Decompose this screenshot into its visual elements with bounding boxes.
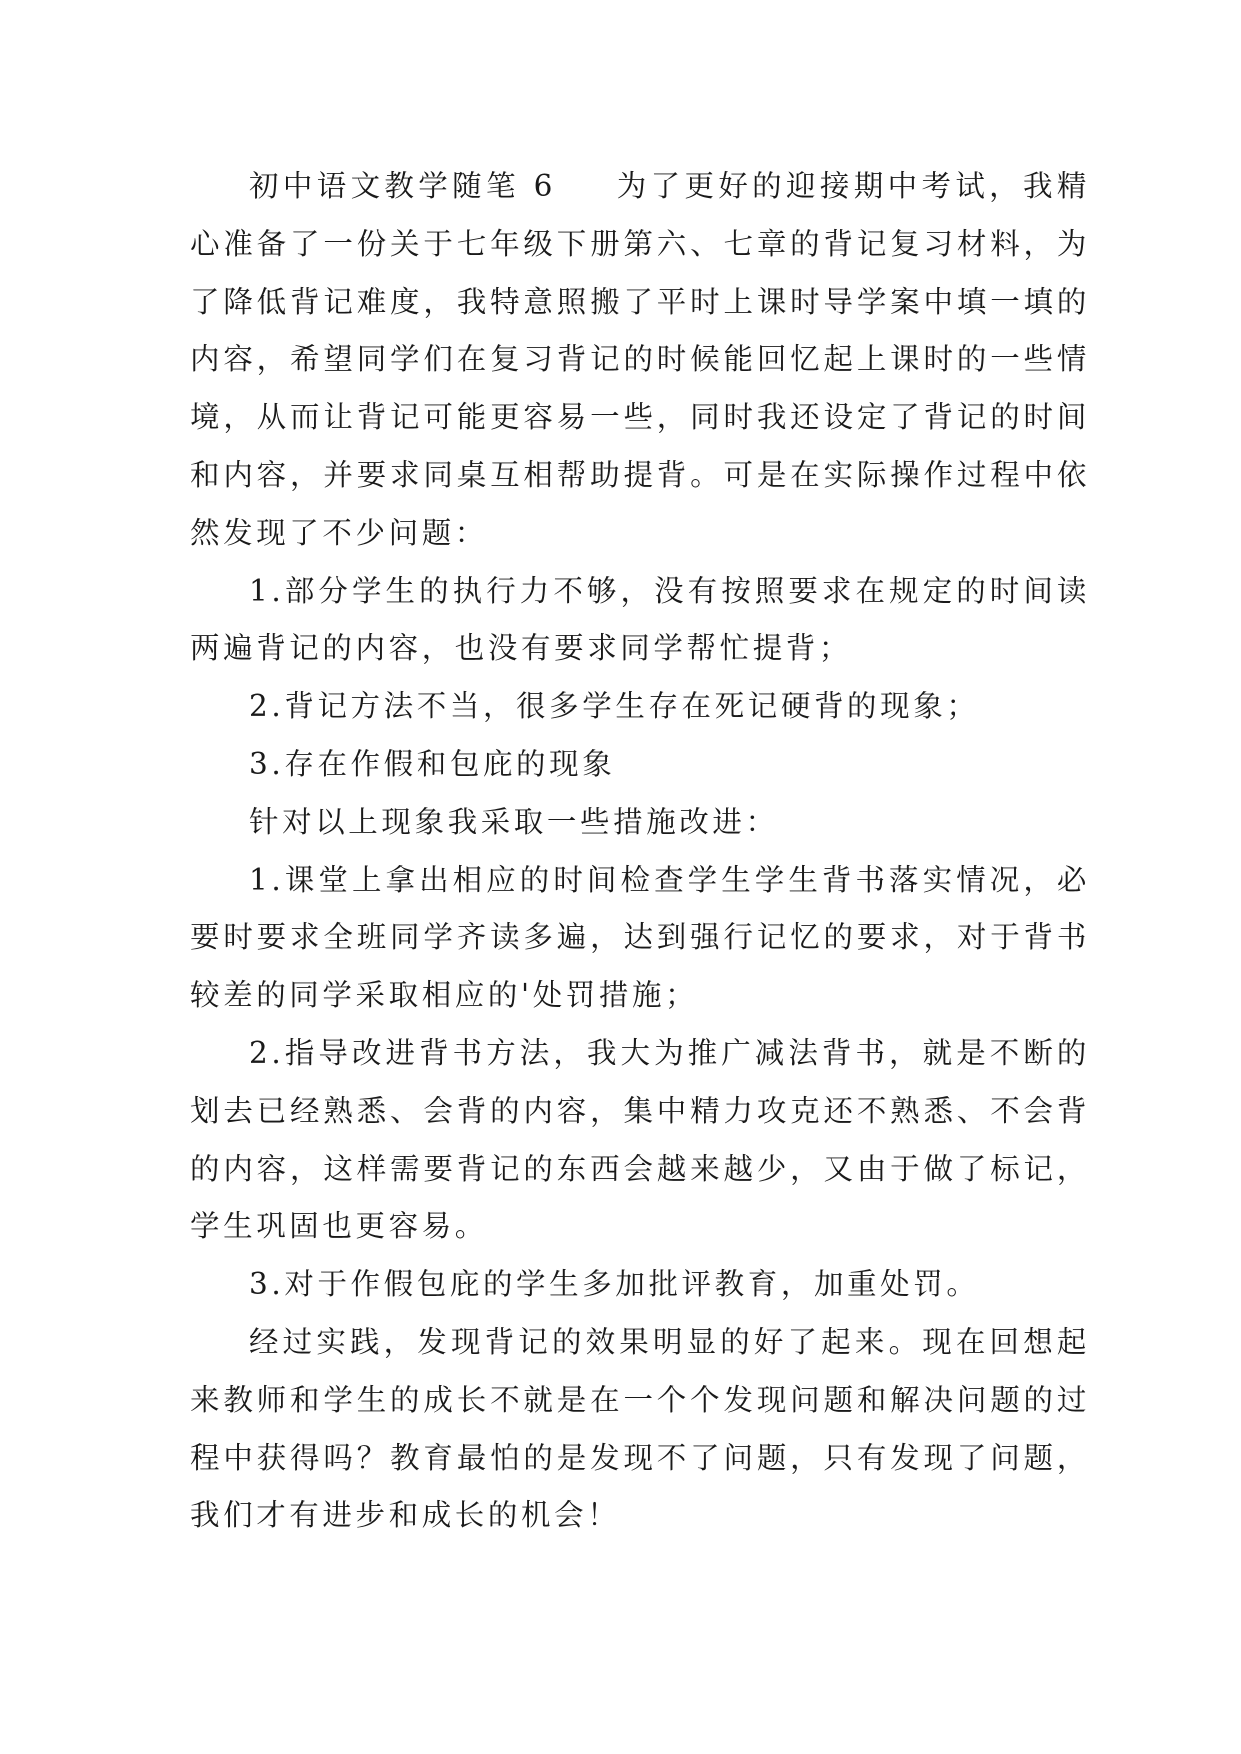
measure-item-2: 2.指导改进背书方法，我大为推广减法背书，就是不断的划去已经熟悉、会背的内容，集中精力攻克还不熟悉、不会背的内容，这样需要背记的东西会越来越少，又由于做了标记，学生巩固也更容易。 [190,1035,1090,1244]
problem-item-1: 1.部分学生的执行力不够，没有按照要求在规定的时间读两遍背记的内容，也没有要求同学帮忙提背； [190,573,1090,666]
measure-item-1: 1.课堂上拿出相应的时间检查学生学生背书落实情况，必要时要求全班同学齐读多遍，达到强行记忆的要求，对于背书较差的同学采取相应的'处罚措施； [190,862,1090,1013]
problem-item-2: 2.背记方法不当，很多学生存在死记硬背的现象； [249,689,980,724]
intro-text: 为了更好的迎接期中考试，我精心准备了一份关于七年级下册第六、七章的背记复习材料，为了降低背记难度，我特意照搬了平时上课时导学案中填一填的内容，希望同学们在复习背记的时候能回忆起上课时的一些情境，从而让背记可能更容易一些，同时我还设定了背记的时间和内容，并要求同桌互相帮助提背。可是在实际操作过程中依然发现了不少问题： [190,169,1090,550]
document-body [190,158,1090,1545]
document-title: 初中语文教学随笔 6 [249,169,556,203]
intro-paragraph [190,158,1090,563]
measures-heading: 针对以上现象我采取一些措施改进： [249,804,779,839]
measure-item-3: 3.对于作假包庇的学生多加批评教育，加重处罚。 [249,1267,980,1302]
conclusion-paragraph: 经过实践，发现背记的效果明显的好了起来。现在回想起来教师和学生的成长不就是在一个个发现问题和解决问题的过程中获得吗？教育最怕的是发现不了问题，只有发现了问题，我们才有进步和成长的机会！ [190,1324,1090,1533]
problem-item-3: 3.存在作假和包庇的现象 [249,746,616,781]
